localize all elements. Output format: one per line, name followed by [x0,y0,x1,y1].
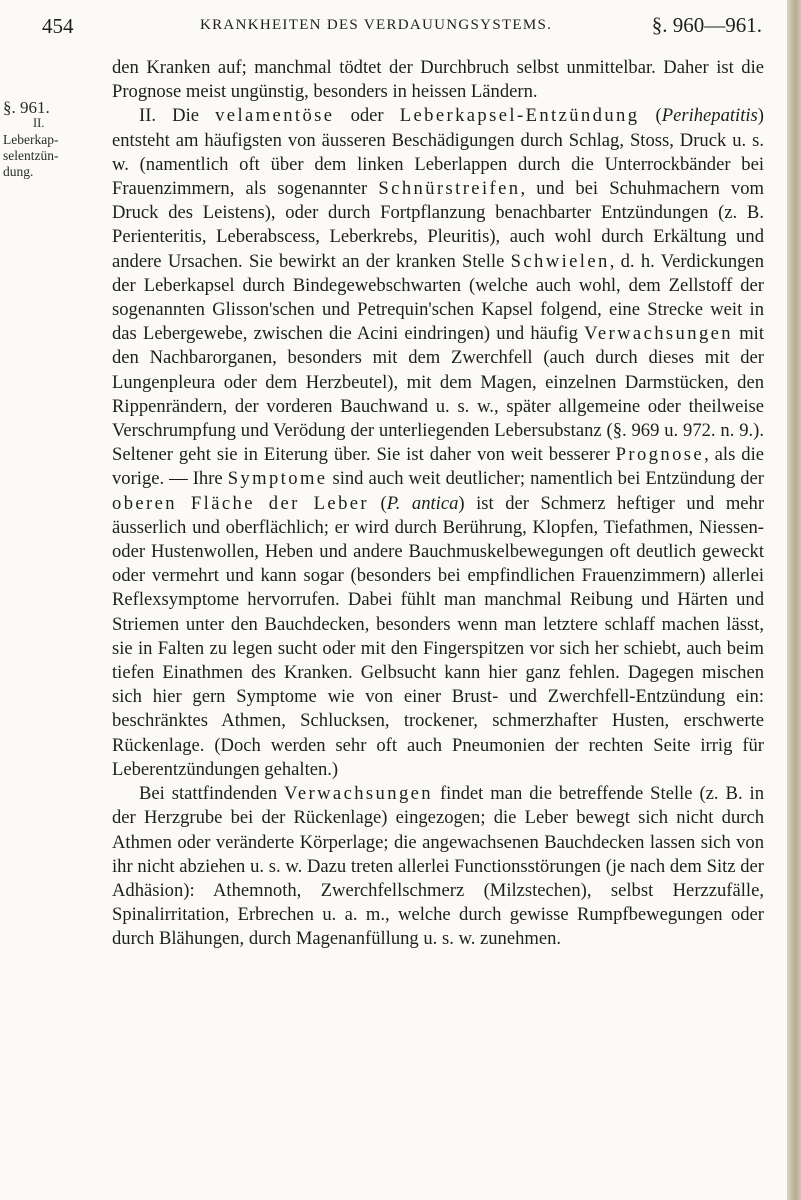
text-run: oder [334,105,400,127]
body-text [112,56,764,952]
text-run: ( [639,105,662,127]
margin-label-line3: dung. [3,164,34,179]
term-italic: P. antica [386,492,459,514]
margin-label-roman: II. [33,116,45,130]
text-run: sind auch weit deutlicher; namentlich bei Entzündung der [327,468,764,490]
paragraph-verwachsungen [112,782,764,951]
paragraph-perihepatitis [112,104,764,782]
page-number: 454 [42,14,74,38]
text-run: Bei stattfindenden [139,783,285,805]
term-italic: Perihepatitis [661,105,758,127]
term-spaced: Symptome [227,468,328,490]
intro-paragraph: den Kranken auf; manchmal tödtet der Durchbruch selbst unmittelbar. Daher ist die Prognose meist ungünstig, besonders in heissen Ländern. [112,57,764,103]
term-spaced: Verwachsungen [584,323,733,345]
section-range: §. 960—961. [651,13,762,37]
margin-section-number: §. 961. [3,98,50,117]
term-spaced: oberen Fläche der Leber [112,492,370,514]
text-run: , d. h. Verdickungen der Leberkapsel durch Bindegewebschwarten (welche auch wohl, dem Zellstoff der sogenannten Glisson'schen und Petrequin'schen Kapsel folgend, eine Strecke weit in das Lebergewebe, zwischen die Acini eindringen) und häufig [112,250,764,345]
term-spaced: Prognose [615,444,705,466]
term-spaced: Leberkapsel-Entzündung [399,105,640,127]
margin-label-line2: selentzün- [3,148,59,163]
term-spaced: velamentöse [215,105,335,127]
text-run: mit den Nachbarorganen, besonders mit dem Zwerchfell (auch durch dieses mit der Lungenpleura oder dem Herzbeutel), mit dem Magen, einzelnen Darmstücken, den Rippenrändern, der vorderen Bauchwand u. s. w., später allgemeine oder theilweise Verschrumpfung und Verödung der unterliegenden Lebersubstanz (§. 969 u. 972. n. 9.). Seltener geht sie in Eiterung über. Sie ist daher von weit besserer [112,323,764,466]
running-title: KRANKHEITEN DES VERDAUUNGSYSTEMS. [200,17,553,33]
text-run: findet man die betreffende Stelle (z. B. in der Herzgrube bei der Rückenlage) eingezogen; die Leber bewegt sich nicht durch Athmen oder veränderte Körperlage; die angewachsenen Bauchdecken lassen sich von ihr nicht abziehen u. s. w. Dazu treten allerlei Functionsstörungen (je nach dem Sitz der Adhäsion): Athemnoth, Zwerchfellschmerz (Milzstechen), selbst Herzzufälle, Spinalirritation, Erbrechen u. a. m., welche durch gewisse Rumpfbewegungen oder durch Blähungen, durch Magenanfüllung u. s. w. zunehmen. [112,783,765,950]
text-run: , als die vorige. — Ihre [112,444,764,490]
margin-label-line1: Leberkap- [3,132,59,147]
text-run: , und bei Schuhmachern vom Druck des Leistens), oder durch Fortpflanzung benachbarter Entzündungen (z. B. Perienteritis, Leberabscess, Leberkrebs, Pleuritis), auch wohl durch Erkältung und andere Ursachen. Sie bewirkt an der kranken Stelle [112,178,764,272]
term-spaced: Schwielen [510,250,610,272]
text-run: II. Die [139,105,216,127]
page-header [42,10,762,44]
text-run: ( [369,492,387,514]
term-spaced: Schnürstreifen [378,178,521,200]
text-run: ) ist der Schmerz heftiger und mehr äusserlich und oberflächlich; er wird durch Berührung, Klopfen, Tiefathmen, Niessen- oder Hustenwollen, Heben und andere Bauchmuskelbewegungen oft deutlich geweckt oder vermehrt und kann sogar (besonders bei empfindlichen Frauenzimmern) allerlei Reflexsymptome hervorrufen. Dabei fühlt man manchmal Reibung und Härten und Striemen unter den Bauchdecken, besonders wenn man letztere schlaff machen lässt, sie in Falten zu legen sucht oder mit den Fingerspitzen vor sich her schiebt, auch beim tiefen Einathmen des Kranken. Gelbsucht kann hier ganz fehlen. Dagegen mischen sich hier gern Symptome wie von einer Brust- und Zwerchfell-Entzündung ein: beschränktes Athmen, Schlucksen, trockener, schmerzhafter Husten, erschwerte Rückenlage. (Doch werden sehr oft auch Pneumonien der rechten Seite irrig für Leberentzündungen gehalten.) [112,492,765,780]
page-edge [787,0,801,1200]
margin-label [3,116,99,179]
text-run: ) entsteht am häufigsten von äusseren Beschädigungen durch Schlag, Stoss, Druck u. s. w. (namentlich oft über dem linken Leberlappen durch die Unterrockbänder bei Frauenzimmern, als sogenannter [112,105,764,200]
term-spaced: Verwachsungen [284,783,433,805]
